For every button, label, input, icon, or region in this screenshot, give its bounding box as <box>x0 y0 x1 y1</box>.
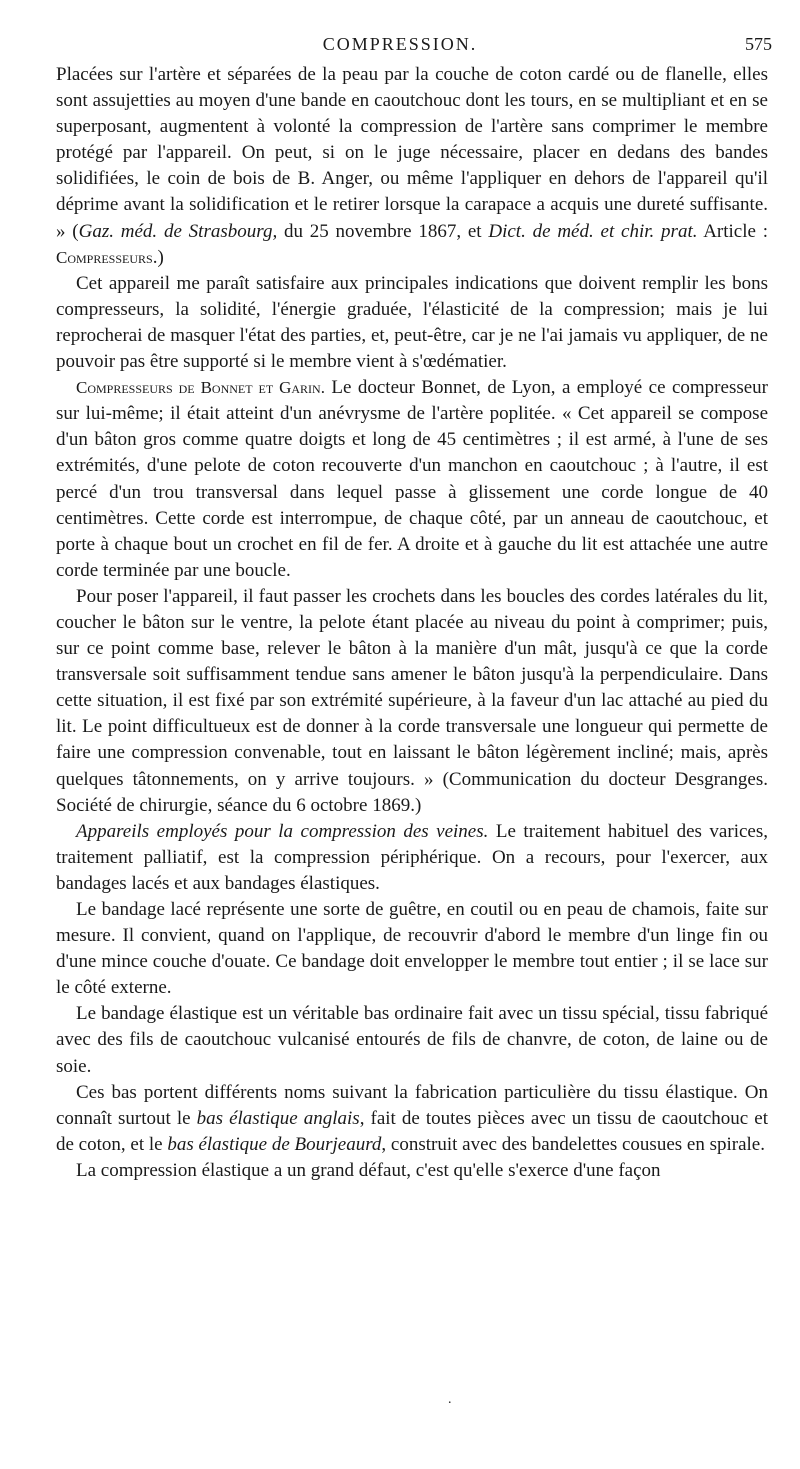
paragraph-5-text: Le traitement habituel des varices, traitement palliatif, est la compression périphérique. On a recours, pour l'exercer, aux bandages lacés et aux bandages élastiques. <box>56 820 768 894</box>
page-number: 575 <box>745 34 772 54</box>
reference-article: Compresseurs <box>56 247 153 267</box>
paragraph-8-part-c: , fait de toutes pièces avec un tissu de caoutchouc et de coton, et le <box>56 1107 768 1155</box>
reference-journal: Gaz. méd. de Strasbourg, <box>78 220 278 242</box>
term-bas-anglais: bas élastique anglais <box>196 1107 360 1129</box>
paragraph-1 <box>56 62 768 271</box>
running-title: COMPRESSION. <box>322 34 478 54</box>
footer-mark: . <box>448 1392 452 1407</box>
section-heading-veines: Appareils employés pour la compression des veines. <box>76 820 489 842</box>
paragraph-3-text: Le docteur Bonnet, de Lyon, a employé ce compresseur sur lui-même; il était atteint d'un anévrysme de l'artère poplitée. « Cet appareil se compose d'un bâton gros comme quatre doigts et long de 45 centimètres ; il est armé, à l'une de ses extrémités, d'une pelote de coton recouverte d'un manchon en caoutchouc ; à l'autre, il est percé d'un trou transversal dans lequel passe à glissement une corde longue de 40 centimètres. Cette corde est interrompue, de chaque côté, par un anneau de caoutchouc, et porte à chaque bout un crochet en fil de fer. A droite et à gauche du lit est attachée une autre corde terminée par une boucle. <box>56 377 768 581</box>
paragraph-1-text: Placées sur l'artère et séparées de la peau par la couche de coton cardé ou de flanelle, elles sont assujetties au moyen d'une bande en caoutchouc dont les tours, en se multipliant et en se superposant, augmentent à volonté la compression de l'artère sans comprimer le membre protégé par l'appareil. On peut, si on le juge nécessaire, placer en dedans des bandes solidifiées, le coin de bois de B. Anger, ou même l'appliquer en dehors de l'appareil qu'il déprime avant la solidification et le retirer lorsque la carapace a acquis une dureté suffisante. » <box>56 64 768 242</box>
page-header <box>0 34 800 60</box>
paragraph-6: Le bandage lacé représente une sorte de guêtre, en coutil ou en peau de chamois, faite sur mesure. Il convient, quand on l'applique, de recouvrir d'abord le membre d'un linge fin ou d'une mince couche d'ouate. Ce bandage doit envelopper le membre tout entier ; il se lace sur le côté externe. <box>56 899 768 999</box>
paragraph-8-part-a: Ces bas portent différents noms suivant la fabrication particulière du tissu élastique. On connaît surtout le <box>56 1081 768 1129</box>
paragraph-8 <box>56 1080 768 1158</box>
reference-open: ( <box>72 220 79 242</box>
term-bas-bourjeaurd: bas élastique de Bourjeaurd <box>167 1133 382 1155</box>
paragraph-4: Pour poser l'appareil, il faut passer les crochets dans les boucles des cordes latérales du lit, coucher le bâton sur le ventre, la pelote étant placée au niveau du point à comprimer; puis, sur ce point comme base, relever le bâton à la manière d'un mât, jusqu'à ce que la corde transversale soit suffisamment tendue sans amener le bâton jusqu'à la perpendiculaire. Dans cette situation, il est fixé par son extrémité supérieure, à la faveur d'un lac attaché au pied du lit. Le point difficultueux est de donner à la corde transversale une longueur qui permette de faire une compression convenable, tout en laissant le bâton légèrement incliné; mais, après quelques tâtonnements, on y arrive toujours. » (Communication du docteur Desgranges. Société de chirurgie, séance du 6 octobre 1869.) <box>56 585 768 816</box>
body-text <box>56 62 768 1184</box>
reference-date: du 25 novembre 1867, et <box>277 220 489 242</box>
paragraph-5 <box>56 819 768 897</box>
reference-close: .) <box>152 246 164 268</box>
paragraph-2: Cet appareil me paraît satisfaire aux principales indications que doivent remplir les bons compresseurs, la solidité, l'énergie graduée, l'élasticité de la compression; mais je lui reprocherai de masquer l'état des parties, et, peut-être, car je ne l'ai jamais vu appliquer, de ne pouvoir pas être supporté si le membre vient à s'œdématier. <box>56 272 768 373</box>
paragraph-8-part-e: , construit avec des bandelettes cousues en spirale. <box>381 1133 765 1155</box>
reference-dictionary: Dict. de méd. et chir. prat. <box>488 220 698 242</box>
reference-article-prefix: Article : <box>697 220 769 242</box>
paragraph-3 <box>56 375 768 584</box>
paragraph-7: Le bandage élastique est un véritable bas ordinaire fait avec un tissu spécial, tissu fabriqué avec des fils de caoutchouc vulcanisé entourés de fils de chanvre, de coton, de laine ou de soie. <box>56 1003 768 1077</box>
paragraph-9: La compression élastique a un grand défaut, c'est qu'elle s'exerce d'une façon <box>76 1159 661 1181</box>
section-heading-bonnet-garin: Compresseurs de Bonnet et Garin. <box>76 378 325 398</box>
